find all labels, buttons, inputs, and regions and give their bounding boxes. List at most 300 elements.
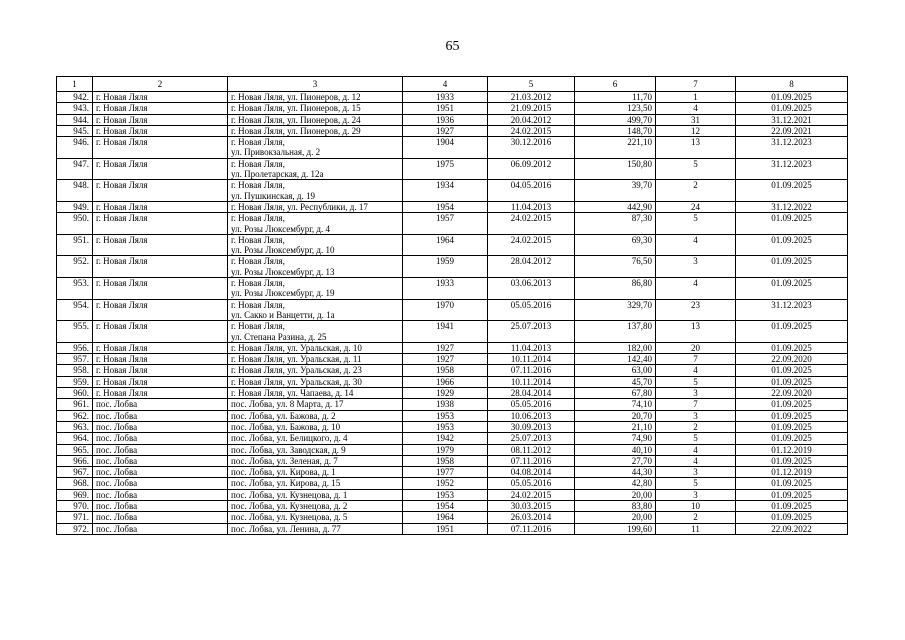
table-row	[57, 256, 848, 278]
count-cell: 1	[656, 92, 736, 103]
address-line: пос. Лобва, ул. Бажова, д. 10	[231, 421, 341, 432]
address-line: пос. Лобва, ул. Бажова, д. 2	[231, 410, 336, 421]
date-cell: 30.09.2013	[488, 421, 575, 432]
deadline-cell: 01.12.2019	[736, 467, 848, 478]
row-number-cell: 946.	[57, 137, 93, 159]
locality-cell: г. Новая Ляля	[93, 137, 228, 159]
address-cell	[228, 376, 403, 387]
table-row	[57, 92, 848, 103]
table-row	[57, 103, 848, 114]
area-cell: 11,70	[575, 92, 656, 103]
address-cell	[228, 410, 403, 421]
table-row	[57, 376, 848, 387]
table-header-row	[57, 77, 848, 92]
date-cell: 26.03.2014	[488, 512, 575, 523]
area-cell: 182,00	[575, 342, 656, 353]
area-cell: 221,10	[575, 137, 656, 159]
area-cell: 148,70	[575, 125, 656, 136]
area-cell: 142,40	[575, 354, 656, 365]
row-number-cell: 958.	[57, 365, 93, 376]
date-cell: 24.02.2015	[488, 489, 575, 500]
area-cell: 442,90	[575, 201, 656, 212]
row-number-cell: 972.	[57, 523, 93, 534]
locality-cell: пос. Лобва	[93, 523, 228, 534]
locality-cell: г. Новая Ляля	[93, 388, 228, 399]
count-cell: 4	[656, 278, 736, 300]
count-cell: 2	[656, 180, 736, 202]
address-line: пос. Лобва, ул. Кирова, д. 1	[231, 467, 336, 478]
address-cell	[228, 365, 403, 376]
date-cell: 10.11.2014	[488, 376, 575, 387]
table-row	[57, 523, 848, 534]
address-cell	[228, 433, 403, 444]
address-cell	[228, 523, 403, 534]
address-cell	[228, 125, 403, 136]
table-row	[57, 137, 848, 159]
year-cell: 1936	[403, 114, 488, 125]
address-line: пос. Лобва, ул. Кузнецова, д. 2	[231, 500, 348, 511]
year-cell: 1934	[403, 180, 488, 202]
row-number-cell: 948.	[57, 180, 93, 202]
table-row	[57, 213, 848, 235]
address-line: г. Новая Ляля, ул. Пионеров, д. 29	[231, 125, 361, 136]
deadline-cell: 01.09.2025	[736, 103, 848, 114]
count-cell: 4	[656, 234, 736, 256]
year-cell: 1954	[403, 201, 488, 212]
area-cell: 39,70	[575, 180, 656, 202]
count-cell: 23	[656, 299, 736, 321]
year-cell: 1927	[403, 354, 488, 365]
count-cell: 4	[656, 444, 736, 455]
deadline-cell: 22.09.2020	[736, 388, 848, 399]
table-row	[57, 234, 848, 256]
deadline-cell: 31.12.2023	[736, 299, 848, 321]
year-cell: 1958	[403, 365, 488, 376]
address-line: пос. Лобва, ул. Кузнецова, д. 5	[231, 512, 348, 523]
row-number-cell: 944.	[57, 114, 93, 125]
address-line: г. Новая Ляля, ул. Пионеров, д. 24	[231, 114, 361, 125]
row-number-cell: 961.	[57, 399, 93, 410]
area-cell: 20,70	[575, 410, 656, 421]
count-cell: 24	[656, 201, 736, 212]
date-cell: 21.03.2012	[488, 92, 575, 103]
locality-cell: г. Новая Ляля	[93, 256, 228, 278]
locality-cell: г. Новая Ляля	[93, 354, 228, 365]
column-header: 8	[736, 77, 848, 92]
address-line: г. Новая Ляля, ул. Уральская, д. 23	[231, 365, 362, 376]
locality-cell: пос. Лобва	[93, 489, 228, 500]
row-number-cell: 967.	[57, 467, 93, 478]
locality-cell: г. Новая Ляля	[93, 158, 228, 180]
area-cell: 499,70	[575, 114, 656, 125]
deadline-cell: 01.09.2025	[736, 512, 848, 523]
count-cell: 12	[656, 125, 736, 136]
row-number-cell: 959.	[57, 376, 93, 387]
address-line: г. Новая Ляля,	[231, 256, 285, 267]
table-row	[57, 299, 848, 321]
table-row	[57, 114, 848, 125]
locality-cell: пос. Лобва	[93, 467, 228, 478]
locality-cell: г. Новая Ляля	[93, 114, 228, 125]
address-cell	[228, 321, 403, 343]
date-cell: 24.02.2015	[488, 213, 575, 235]
row-number-cell: 968.	[57, 478, 93, 489]
address-line: ул. Розы Люксембург, д. 4	[231, 223, 330, 234]
year-cell: 1927	[403, 125, 488, 136]
count-cell: 5	[656, 376, 736, 387]
address-line: г. Новая Ляля, ул. Уральская, д. 30	[231, 376, 362, 387]
locality-cell: пос. Лобва	[93, 421, 228, 432]
deadline-cell: 31.12.2022	[736, 201, 848, 212]
table-row	[57, 180, 848, 202]
row-number-cell: 970.	[57, 500, 93, 511]
row-number-cell: 965.	[57, 444, 93, 455]
row-number-cell: 951.	[57, 234, 93, 256]
deadline-cell: 22.09.2021	[736, 125, 848, 136]
address-line: г. Новая Ляля, ул. Пионеров, д. 12	[231, 92, 361, 102]
area-cell: 20,00	[575, 489, 656, 500]
count-cell: 4	[656, 365, 736, 376]
year-cell: 1942	[403, 433, 488, 444]
area-cell: 86,80	[575, 278, 656, 300]
deadline-cell: 01.09.2025	[736, 500, 848, 511]
area-cell: 74,90	[575, 433, 656, 444]
table-row	[57, 354, 848, 365]
address-line: ул. Сакко и Ванцетти, д. 1а	[231, 309, 335, 320]
address-line: г. Новая Ляля,	[231, 180, 285, 191]
count-cell: 20	[656, 342, 736, 353]
address-line: г. Новая Ляля, ул. Чапаева, д. 14	[231, 388, 354, 399]
locality-cell: г. Новая Ляля	[93, 103, 228, 114]
date-cell: 05.05.2016	[488, 478, 575, 489]
locality-cell: г. Новая Ляля	[93, 125, 228, 136]
deadline-cell: 22.09.2022	[736, 523, 848, 534]
locality-cell: пос. Лобва	[93, 410, 228, 421]
count-cell: 4	[656, 455, 736, 466]
column-header: 1	[57, 77, 93, 92]
locality-cell: г. Новая Ляля	[93, 234, 228, 256]
row-number-cell: 945.	[57, 125, 93, 136]
address-cell	[228, 299, 403, 321]
year-cell: 1927	[403, 342, 488, 353]
address-line: пос. Лобва, ул. Зеленая, д. 7	[231, 455, 338, 466]
row-number-cell: 942.	[57, 92, 93, 103]
year-cell: 1957	[403, 213, 488, 235]
year-cell: 1964	[403, 234, 488, 256]
table-row	[57, 321, 848, 343]
locality-cell: г. Новая Ляля	[93, 180, 228, 202]
deadline-cell: 01.09.2025	[736, 399, 848, 410]
locality-cell: пос. Лобва	[93, 500, 228, 511]
address-line: ул. Пушкинская, д. 19	[231, 190, 315, 201]
row-number-cell: 962.	[57, 410, 93, 421]
table-row	[57, 433, 848, 444]
address-cell	[228, 342, 403, 353]
area-cell: 329,70	[575, 299, 656, 321]
year-cell: 1933	[403, 92, 488, 103]
row-number-cell: 971.	[57, 512, 93, 523]
year-cell: 1938	[403, 399, 488, 410]
area-cell: 74,10	[575, 399, 656, 410]
address-cell	[228, 455, 403, 466]
table-body	[57, 92, 848, 535]
locality-cell: пос. Лобва	[93, 455, 228, 466]
locality-cell: г. Новая Ляля	[93, 278, 228, 300]
date-cell: 06.09.2012	[488, 158, 575, 180]
count-cell: 5	[656, 433, 736, 444]
date-cell: 30.03.2015	[488, 500, 575, 511]
address-cell	[228, 180, 403, 202]
column-header: 5	[488, 77, 575, 92]
locality-cell: пос. Лобва	[93, 478, 228, 489]
address-line: г. Новая Ляля, ул. Республики, д. 17	[231, 201, 368, 212]
table-row	[57, 455, 848, 466]
row-number-cell: 957.	[57, 354, 93, 365]
date-cell: 24.02.2015	[488, 125, 575, 136]
date-cell: 11.04.2013	[488, 201, 575, 212]
locality-cell: г. Новая Ляля	[93, 365, 228, 376]
count-cell: 31	[656, 114, 736, 125]
year-cell: 1952	[403, 478, 488, 489]
date-cell: 05.05.2016	[488, 399, 575, 410]
deadline-cell: 01.09.2025	[736, 213, 848, 235]
date-cell: 24.02.2015	[488, 234, 575, 256]
table-row	[57, 388, 848, 399]
address-cell	[228, 213, 403, 235]
date-cell: 11.04.2013	[488, 342, 575, 353]
table-row	[57, 467, 848, 478]
year-cell: 1954	[403, 500, 488, 511]
year-cell: 1951	[403, 103, 488, 114]
area-cell: 150,80	[575, 158, 656, 180]
deadline-cell: 01.09.2025	[736, 421, 848, 432]
locality-cell: пос. Лобва	[93, 399, 228, 410]
deadline-cell: 01.09.2025	[736, 478, 848, 489]
table-row	[57, 158, 848, 180]
address-cell	[228, 158, 403, 180]
locality-cell: пос. Лобва	[93, 512, 228, 523]
row-number-cell: 963.	[57, 421, 93, 432]
address-line: пос. Лобва, ул. Кузнецова, д. 1	[231, 489, 348, 500]
address-cell	[228, 354, 403, 365]
area-cell: 27,70	[575, 455, 656, 466]
date-cell: 25.07.2013	[488, 321, 575, 343]
area-cell: 40,10	[575, 444, 656, 455]
address-line: г. Новая Ляля,	[231, 299, 285, 310]
address-line: ул. Розы Люксембург, д. 13	[231, 266, 335, 277]
address-cell	[228, 234, 403, 256]
address-line: г. Новая Ляля,	[231, 213, 285, 224]
address-cell	[228, 399, 403, 410]
table-row	[57, 342, 848, 353]
table-row	[57, 489, 848, 500]
date-cell: 20.04.2012	[488, 114, 575, 125]
year-cell: 1951	[403, 523, 488, 534]
locality-cell: г. Новая Ляля	[93, 92, 228, 103]
date-cell: 21.09.2015	[488, 103, 575, 114]
area-cell: 44,30	[575, 467, 656, 478]
table-row	[57, 500, 848, 511]
area-cell: 199,60	[575, 523, 656, 534]
count-cell: 7	[656, 354, 736, 365]
address-cell	[228, 103, 403, 114]
count-cell: 13	[656, 321, 736, 343]
row-number-cell: 950.	[57, 213, 93, 235]
address-cell	[228, 201, 403, 212]
count-cell: 3	[656, 410, 736, 421]
column-header: 3	[228, 77, 403, 92]
locality-cell: пос. Лобва	[93, 433, 228, 444]
address-line: пос. Лобва, ул. Ленина, д. 77	[231, 523, 341, 534]
area-cell: 69,30	[575, 234, 656, 256]
count-cell: 5	[656, 478, 736, 489]
date-cell: 03.06.2013	[488, 278, 575, 300]
year-cell: 1970	[403, 299, 488, 321]
area-cell: 123,50	[575, 103, 656, 114]
date-cell: 30.12.2016	[488, 137, 575, 159]
registry-table	[56, 76, 848, 535]
date-cell: 25.07.2013	[488, 433, 575, 444]
year-cell: 1979	[403, 444, 488, 455]
count-cell: 13	[656, 137, 736, 159]
area-cell: 21,10	[575, 421, 656, 432]
deadline-cell: 01.09.2025	[736, 180, 848, 202]
address-line: г. Новая Ляля,	[231, 278, 285, 289]
address-line: ул. Розы Люксембург, д. 10	[231, 245, 335, 256]
address-cell	[228, 256, 403, 278]
deadline-cell: 31.12.2023	[736, 137, 848, 159]
count-cell: 2	[656, 421, 736, 432]
address-line: ул. Розы Люксембург, д. 19	[231, 288, 335, 299]
count-cell: 11	[656, 523, 736, 534]
area-cell: 63,00	[575, 365, 656, 376]
year-cell: 1941	[403, 321, 488, 343]
year-cell: 1977	[403, 467, 488, 478]
address-line: г. Новая Ляля, ул. Уральская, д. 11	[231, 354, 362, 365]
year-cell: 1904	[403, 137, 488, 159]
column-header: 7	[656, 77, 736, 92]
count-cell: 5	[656, 158, 736, 180]
locality-cell: г. Новая Ляля	[93, 342, 228, 353]
year-cell: 1958	[403, 455, 488, 466]
deadline-cell: 01.09.2025	[736, 278, 848, 300]
locality-cell: г. Новая Ляля	[93, 201, 228, 212]
row-number-cell: 954.	[57, 299, 93, 321]
date-cell: 07.11.2016	[488, 455, 575, 466]
date-cell: 10.06.2013	[488, 410, 575, 421]
address-line: ул. Привокзальная, д. 2	[231, 147, 321, 158]
count-cell: 2	[656, 512, 736, 523]
address-cell	[228, 444, 403, 455]
date-cell: 04.05.2016	[488, 180, 575, 202]
deadline-cell: 01.09.2025	[736, 410, 848, 421]
date-cell: 05.05.2016	[488, 299, 575, 321]
deadline-cell: 01.09.2025	[736, 455, 848, 466]
locality-cell: пос. Лобва	[93, 444, 228, 455]
address-cell	[228, 278, 403, 300]
address-line: г. Новая Ляля, ул. Пионеров, д. 15	[231, 103, 361, 114]
table-row	[57, 421, 848, 432]
date-cell: 04.08.2014	[488, 467, 575, 478]
area-cell: 76,50	[575, 256, 656, 278]
deadline-cell: 01.09.2025	[736, 489, 848, 500]
deadline-cell: 01.09.2025	[736, 342, 848, 353]
deadline-cell: 01.12.2019	[736, 444, 848, 455]
deadline-cell: 01.09.2025	[736, 376, 848, 387]
year-cell: 1953	[403, 410, 488, 421]
table-row	[57, 278, 848, 300]
table-row	[57, 201, 848, 212]
address-cell	[228, 137, 403, 159]
locality-cell: г. Новая Ляля	[93, 321, 228, 343]
count-cell: 3	[656, 489, 736, 500]
address-cell	[228, 467, 403, 478]
date-cell: 07.11.2016	[488, 523, 575, 534]
area-cell: 67,80	[575, 388, 656, 399]
deadline-cell: 01.09.2025	[736, 321, 848, 343]
date-cell: 28.04.2012	[488, 256, 575, 278]
locality-cell: г. Новая Ляля	[93, 213, 228, 235]
table-row	[57, 478, 848, 489]
row-number-cell: 964.	[57, 433, 93, 444]
count-cell: 4	[656, 103, 736, 114]
row-number-cell: 966.	[57, 455, 93, 466]
row-number-cell: 952.	[57, 256, 93, 278]
row-number-cell: 955.	[57, 321, 93, 343]
area-cell: 45,70	[575, 376, 656, 387]
count-cell: 5	[656, 213, 736, 235]
column-header: 4	[403, 77, 488, 92]
deadline-cell: 01.09.2025	[736, 433, 848, 444]
deadline-cell: 01.09.2025	[736, 234, 848, 256]
deadline-cell: 01.09.2025	[736, 256, 848, 278]
address-line: г. Новая Ляля,	[231, 234, 285, 245]
table-row	[57, 512, 848, 523]
date-cell: 28.04.2014	[488, 388, 575, 399]
year-cell: 1975	[403, 158, 488, 180]
count-cell: 3	[656, 388, 736, 399]
date-cell: 10.11.2014	[488, 354, 575, 365]
row-number-cell: 960.	[57, 388, 93, 399]
year-cell: 1953	[403, 421, 488, 432]
column-header: 6	[575, 77, 656, 92]
table-row	[57, 125, 848, 136]
count-cell: 7	[656, 399, 736, 410]
address-line: ул. Степана Разина, д. 25	[231, 331, 327, 342]
area-cell: 87,30	[575, 213, 656, 235]
address-line: пос. Лобва, ул. Белицкого, д. 4	[231, 433, 348, 444]
table-row	[57, 399, 848, 410]
address-cell	[228, 500, 403, 511]
row-number-cell: 943.	[57, 103, 93, 114]
row-number-cell: 969.	[57, 489, 93, 500]
address-line: г. Новая Ляля, ул. Уральская, д. 10	[231, 342, 362, 353]
address-cell	[228, 421, 403, 432]
address-line: пос. Лобва, ул. 8 Марта, д. 17	[231, 399, 344, 410]
address-cell	[228, 92, 403, 103]
column-header: 2	[93, 77, 228, 92]
year-cell: 1959	[403, 256, 488, 278]
row-number-cell: 956.	[57, 342, 93, 353]
row-number-cell: 949.	[57, 201, 93, 212]
deadline-cell: 01.09.2025	[736, 365, 848, 376]
locality-cell: г. Новая Ляля	[93, 376, 228, 387]
address-line: пос. Лобва, ул. Заводская, д. 9	[231, 444, 346, 455]
count-cell: 3	[656, 467, 736, 478]
date-cell: 08.11.2012	[488, 444, 575, 455]
row-number-cell: 953.	[57, 278, 93, 300]
area-cell: 137,80	[575, 321, 656, 343]
